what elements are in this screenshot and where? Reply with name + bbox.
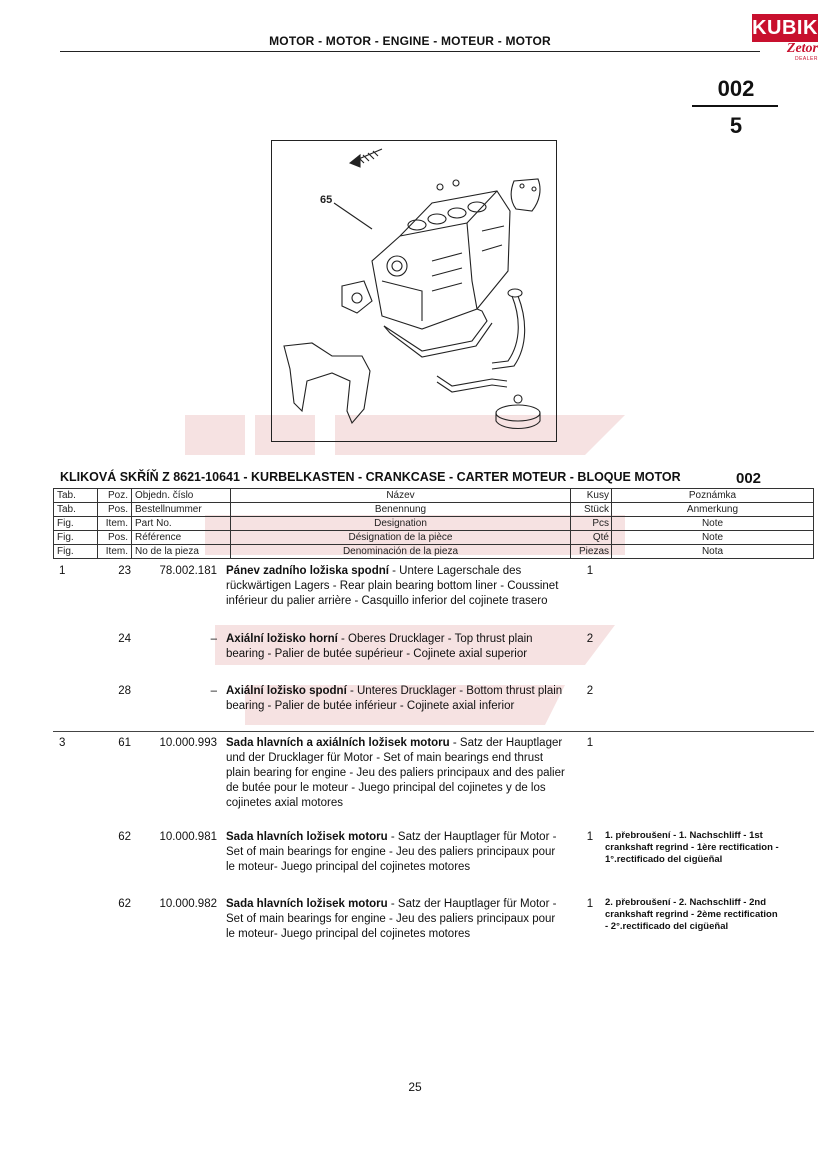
item-designation-bold: Axiální ložisko horní	[226, 633, 338, 645]
item-quantity: 1	[586, 831, 594, 843]
column-header-tab: Tab.	[54, 503, 98, 517]
item-designation: Sada hlavních ložisek motoru - Satz der Hauptlager für Motor - Set of main bearings for engine - Jeu des paliers principaux pour le moteur- Juego principal del cojinetes motores	[226, 898, 557, 940]
item-designation: Sada hlavních a axiálních ložisek motoru - Satz der Hauptlager und der Drucklager für Motor - Set of main bearings end thrust plain bearing for engine - Jeu des paliers principaux and des palier de butée pour le moteur - Juego principal del cojinetes y de los cojinetes axial motores	[226, 737, 565, 809]
page-number: 25	[408, 1080, 422, 1094]
column-header-naz: Název	[231, 489, 571, 503]
item-designation: Axiální ložisko horní - Oberes Drucklager - Top thrust plain bearing - Palier de butée supérieur - Cojinete axial superior	[226, 633, 533, 660]
item-part-number: 10.000.993	[159, 737, 217, 749]
column-header-kus: Kusy	[571, 489, 612, 503]
item-designation: Sada hlavních ložisek motoru - Satz der Hauptlager für Motor - Set of main bearings for engine - Jeu des paliers principaux pour le moteur- Juego principal del cojinetes motores	[226, 831, 557, 873]
kubik-zetor-logo	[752, 14, 818, 64]
item-position: 61	[118, 737, 131, 749]
column-header-naz: Benennung	[231, 503, 571, 517]
item-tab: 3	[59, 737, 66, 749]
page-code-main: 002	[717, 76, 755, 101]
column-header-row	[54, 531, 814, 545]
column-header-table	[53, 488, 814, 559]
header-rule	[60, 51, 760, 52]
item-designation: Pánev zadního ložiska spodní - Untere Lagerschale des rückwärtigen Lagers - Rear plain bearing bottom liner - Coussinet inférieur du palier arrière - Casquillo inferior del cojinete trasero	[226, 565, 559, 607]
column-header-poz: Pos.	[98, 503, 132, 517]
crankcase-drawing	[272, 141, 556, 441]
section-code: 002	[736, 470, 762, 487]
item-position: 24	[118, 633, 131, 645]
column-header-poz: Pos.	[98, 531, 132, 545]
item-quantity: 1	[586, 737, 594, 749]
column-header-kus: Pcs	[571, 517, 612, 531]
item-designation-bold: Pánev zadního ložiska spodní	[226, 565, 389, 577]
column-header-not: Note	[612, 531, 814, 545]
column-header-not: Nota	[612, 545, 814, 559]
column-header-not: Poznámka	[612, 489, 814, 503]
logo-sub: Zetor	[786, 41, 818, 56]
page-header-title: MOTOR - MOTOR - ENGINE - MOTEUR - MOTOR	[269, 34, 551, 48]
column-header-obj: Bestellnummer	[132, 503, 231, 517]
column-header-obj: No de la pieza	[132, 545, 231, 559]
column-header-kus: Qté	[571, 531, 612, 545]
column-header-row	[54, 517, 814, 531]
item-part-number: –	[210, 685, 217, 697]
item-designation-bold: Sada hlavních a axiálních ložisek motoru	[226, 737, 450, 749]
column-header-row	[54, 489, 814, 503]
item-part-number: 10.000.981	[159, 831, 217, 843]
item-designation-bold: Sada hlavních ložisek motoru	[226, 898, 388, 910]
item-part-number: 78.002.181	[159, 565, 217, 577]
column-header-not: Anmerkung	[612, 503, 814, 517]
item-tab: 1	[59, 565, 66, 577]
column-header-naz: Designation	[231, 517, 571, 531]
column-header-row	[54, 503, 814, 517]
item-designation-bold: Sada hlavních ložisek motoru	[226, 831, 388, 843]
column-header-not: Note	[612, 517, 814, 531]
exploded-view-figure	[271, 140, 557, 442]
item-part-number: –	[210, 633, 217, 645]
page-code-sub: 5	[729, 113, 743, 138]
item-position: 23	[118, 565, 131, 577]
crankcase-block	[372, 191, 510, 329]
column-header-tab: Fig.	[54, 545, 98, 559]
column-header-kus: Stück	[571, 503, 612, 517]
column-header-tab: Fig.	[54, 531, 98, 545]
section-title: KLIKOVÁ SKŘÍŇ Z 8621-10641 - KURBELKASTEN - CRANKCASE - CARTER MOTEUR - BLOQUE MOTOR	[60, 470, 681, 484]
item-position: 28	[118, 685, 131, 697]
logo-brand: KUBIK	[752, 14, 818, 42]
column-header-tab: Fig.	[54, 517, 98, 531]
item-quantity: 2	[586, 685, 594, 697]
item-designation-bold: Axiální ložisko spodní	[226, 685, 347, 697]
logo-tag: DEALER	[794, 56, 818, 62]
column-header-tab: Tab.	[54, 489, 98, 503]
column-header-naz: Désignation de la pièce	[231, 531, 571, 545]
column-header-poz: Poz.	[98, 489, 132, 503]
item-position: 62	[118, 898, 131, 910]
column-header-obj: Part No.	[132, 517, 231, 531]
item-position: 62	[118, 831, 131, 843]
column-header-row	[54, 545, 814, 559]
item-quantity: 1	[586, 565, 594, 577]
item-part-number: 10.000.982	[159, 898, 217, 910]
group-separator	[53, 731, 814, 732]
item-note: 1. přebroušení - 1. Nachschliff - 1st crankshaft regrind - 1ère rectification - 1°.rectificado del cigüeñal	[605, 830, 779, 865]
direction-arrow-icon	[350, 149, 382, 167]
item-quantity: 2	[586, 633, 594, 645]
column-header-poz: Item.	[98, 545, 132, 559]
item-designation: Axiální ložisko spodní - Unteres Drucklager - Bottom thrust plain bearing - Palier de butée inférieur - Cojinete axial inferior	[226, 685, 563, 712]
column-header-obj: Objedn. číslo	[132, 489, 231, 503]
column-header-kus: Piezas	[571, 545, 612, 559]
item-quantity: 1	[586, 898, 594, 910]
column-header-obj: Référence	[132, 531, 231, 545]
column-header-naz: Denominación de la pieza	[231, 545, 571, 559]
column-header-poz: Item.	[98, 517, 132, 531]
item-note: 2. přebroušení - 2. Nachschliff - 2nd crankshaft regrind - 2ème rectification - 2°.rectificado del cigüeñal	[605, 897, 778, 932]
callout-label: 65	[320, 194, 333, 206]
page-code-rule	[692, 105, 778, 107]
